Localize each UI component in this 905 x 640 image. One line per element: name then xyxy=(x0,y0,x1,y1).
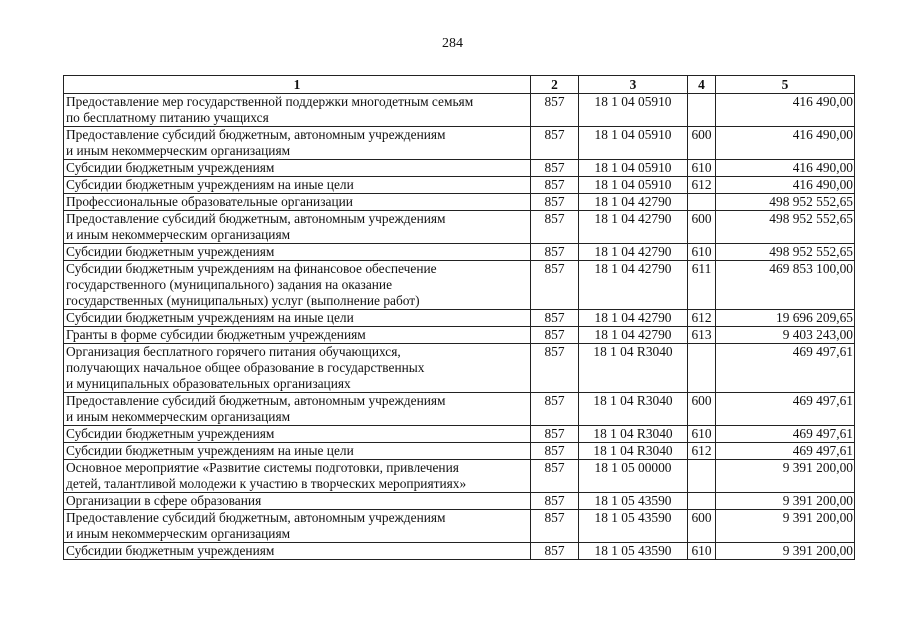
row-name: Субсидии бюджетным учреждениям на иные цели xyxy=(64,443,531,460)
row-target-code: 18 1 04 42790 xyxy=(579,194,688,211)
row-amount: 498 952 552,65 xyxy=(716,211,855,244)
row-name: Основное мероприятие «Развитие системы подготовки, привлечения детей, талантливой молодежи к участию в творческих мероприятиях» xyxy=(64,460,531,493)
row-target-code: 18 1 04 42790 xyxy=(579,261,688,310)
row-name: Предоставление субсидий бюджетным, автономным учреждениям и иным некоммерческим организациям xyxy=(64,127,531,160)
row-amount: 9 391 200,00 xyxy=(716,543,855,560)
row-admin-code: 857 xyxy=(531,160,579,177)
row-target-code: 18 1 04 05910 xyxy=(579,177,688,194)
row-admin-code: 857 xyxy=(531,493,579,510)
row-target-code: 18 1 04 R3040 xyxy=(579,426,688,443)
row-expense-type: 612 xyxy=(688,177,716,194)
row-target-code: 18 1 04 05910 xyxy=(579,160,688,177)
row-expense-type xyxy=(688,344,716,393)
table-row xyxy=(64,160,855,177)
table-row xyxy=(64,177,855,194)
row-amount: 9 391 200,00 xyxy=(716,460,855,493)
row-name: Субсидии бюджетным учреждениям xyxy=(64,244,531,261)
row-admin-code: 857 xyxy=(531,244,579,261)
row-amount: 19 696 209,65 xyxy=(716,310,855,327)
row-amount: 416 490,00 xyxy=(716,177,855,194)
row-name: Субсидии бюджетным учреждениям xyxy=(64,543,531,560)
row-target-code: 18 1 05 43590 xyxy=(579,543,688,560)
row-expense-type xyxy=(688,460,716,493)
row-expense-type: 610 xyxy=(688,543,716,560)
row-amount: 469 497,61 xyxy=(716,443,855,460)
row-admin-code: 857 xyxy=(531,261,579,310)
row-expense-type: 612 xyxy=(688,443,716,460)
row-name: Предоставление субсидий бюджетным, автономным учреждениям и иным некоммерческим организациям xyxy=(64,510,531,543)
row-target-code: 18 1 04 42790 xyxy=(579,310,688,327)
row-admin-code: 857 xyxy=(531,393,579,426)
row-expense-type: 613 xyxy=(688,327,716,344)
table-row xyxy=(64,426,855,443)
table-row xyxy=(64,127,855,160)
row-target-code: 18 1 04 R3040 xyxy=(579,393,688,426)
row-expense-type xyxy=(688,194,716,211)
row-amount: 416 490,00 xyxy=(716,94,855,127)
row-expense-type: 600 xyxy=(688,211,716,244)
table-row xyxy=(64,261,855,310)
row-amount: 9 391 200,00 xyxy=(716,493,855,510)
row-admin-code: 857 xyxy=(531,543,579,560)
row-name: Субсидии бюджетным учреждениям xyxy=(64,160,531,177)
row-expense-type xyxy=(688,493,716,510)
row-expense-type: 600 xyxy=(688,393,716,426)
table-row xyxy=(64,393,855,426)
row-target-code: 18 1 04 42790 xyxy=(579,211,688,244)
row-admin-code: 857 xyxy=(531,310,579,327)
row-admin-code: 857 xyxy=(531,426,579,443)
row-name: Предоставление мер государственной поддержки многодетным семьям по бесплатному питанию учащихся xyxy=(64,94,531,127)
row-admin-code: 857 xyxy=(531,94,579,127)
row-target-code: 18 1 04 05910 xyxy=(579,94,688,127)
row-amount: 469 497,61 xyxy=(716,344,855,393)
row-amount: 469 497,61 xyxy=(716,426,855,443)
row-amount: 498 952 552,65 xyxy=(716,194,855,211)
table-row xyxy=(64,460,855,493)
header-col-4: 4 xyxy=(688,76,716,94)
table-row xyxy=(64,443,855,460)
row-amount: 416 490,00 xyxy=(716,160,855,177)
row-amount: 498 952 552,65 xyxy=(716,244,855,261)
header-col-2: 2 xyxy=(531,76,579,94)
row-target-code: 18 1 05 43590 xyxy=(579,493,688,510)
row-amount: 416 490,00 xyxy=(716,127,855,160)
table-row xyxy=(64,510,855,543)
row-admin-code: 857 xyxy=(531,510,579,543)
table-row xyxy=(64,211,855,244)
table-row xyxy=(64,244,855,261)
row-name: Субсидии бюджетным учреждениям xyxy=(64,426,531,443)
row-admin-code: 857 xyxy=(531,194,579,211)
page-number: 284 xyxy=(442,36,463,51)
header-col-1: 1 xyxy=(64,76,531,94)
table-row xyxy=(64,327,855,344)
row-expense-type: 610 xyxy=(688,426,716,443)
row-name: Субсидии бюджетным учреждениям на иные цели xyxy=(64,310,531,327)
row-name: Организация бесплатного горячего питания обучающихся, получающих начальное общее образование в государственных и муниципальных образовательных организациях xyxy=(64,344,531,393)
table-row xyxy=(64,310,855,327)
table-row xyxy=(64,543,855,560)
row-target-code: 18 1 04 42790 xyxy=(579,244,688,261)
row-expense-type: 610 xyxy=(688,160,716,177)
row-admin-code: 857 xyxy=(531,344,579,393)
table-row xyxy=(64,344,855,393)
header-col-3: 3 xyxy=(579,76,688,94)
row-admin-code: 857 xyxy=(531,460,579,493)
row-admin-code: 857 xyxy=(531,177,579,194)
row-target-code: 18 1 04 R3040 xyxy=(579,443,688,460)
row-name: Предоставление субсидий бюджетным, автономным учреждениям и иным некоммерческим организациям xyxy=(64,393,531,426)
row-name: Субсидии бюджетным учреждениям на иные цели xyxy=(64,177,531,194)
row-amount: 469 853 100,00 xyxy=(716,261,855,310)
header-col-5: 5 xyxy=(716,76,855,94)
row-expense-type: 610 xyxy=(688,244,716,261)
row-admin-code: 857 xyxy=(531,327,579,344)
row-name: Гранты в форме субсидии бюджетным учреждениям xyxy=(64,327,531,344)
row-name: Организации в сфере образования xyxy=(64,493,531,510)
budget-table xyxy=(63,75,855,560)
row-name: Предоставление субсидий бюджетным, автономным учреждениям и иным некоммерческим организациям xyxy=(64,211,531,244)
row-target-code: 18 1 04 42790 xyxy=(579,327,688,344)
row-target-code: 18 1 05 00000 xyxy=(579,460,688,493)
row-expense-type: 600 xyxy=(688,127,716,160)
row-target-code: 18 1 05 43590 xyxy=(579,510,688,543)
row-target-code: 18 1 04 R3040 xyxy=(579,344,688,393)
row-expense-type xyxy=(688,94,716,127)
row-expense-type: 600 xyxy=(688,510,716,543)
row-name: Профессиональные образовательные организации xyxy=(64,194,531,211)
row-name: Субсидии бюджетным учреждениям на финансовое обеспечение государственного (муниципального) задания на оказание государственных (муниципальных) услуг (выполнение работ) xyxy=(64,261,531,310)
row-amount: 9 403 243,00 xyxy=(716,327,855,344)
table-row xyxy=(64,493,855,510)
table-row xyxy=(64,94,855,127)
header-row xyxy=(64,76,855,94)
table-row xyxy=(64,194,855,211)
row-admin-code: 857 xyxy=(531,443,579,460)
row-expense-type: 611 xyxy=(688,261,716,310)
row-admin-code: 857 xyxy=(531,211,579,244)
row-target-code: 18 1 04 05910 xyxy=(579,127,688,160)
row-expense-type: 612 xyxy=(688,310,716,327)
row-amount: 9 391 200,00 xyxy=(716,510,855,543)
row-amount: 469 497,61 xyxy=(716,393,855,426)
row-admin-code: 857 xyxy=(531,127,579,160)
